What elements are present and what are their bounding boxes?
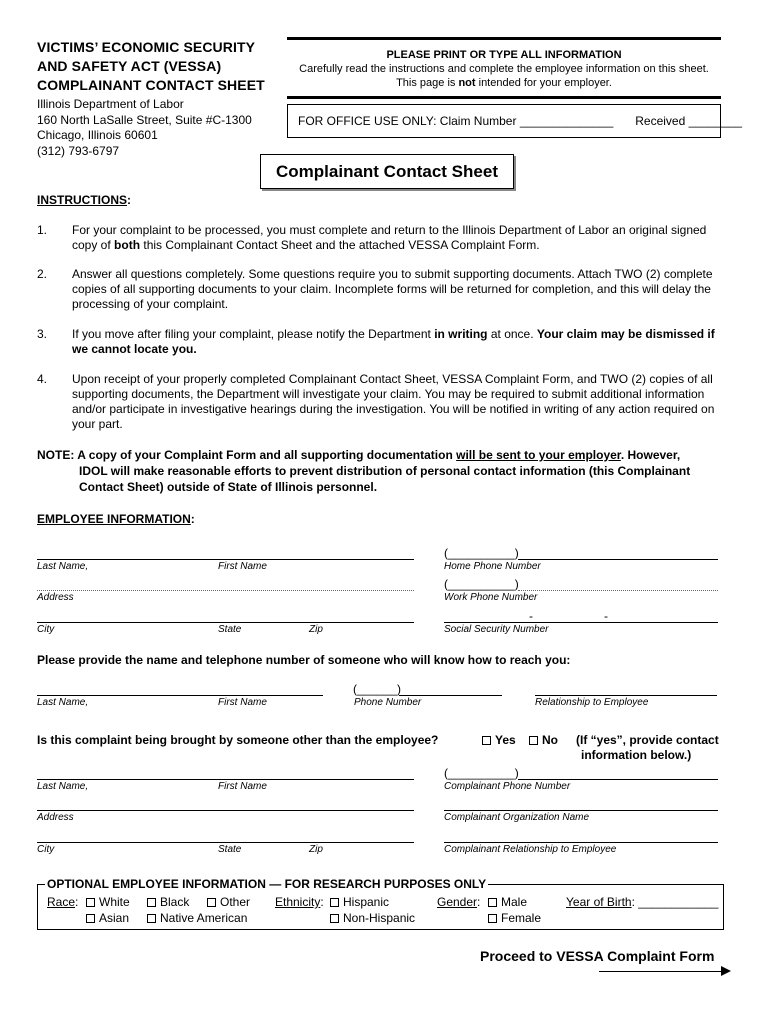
race-white-checkbox[interactable] [86, 898, 95, 907]
state-label: State [218, 624, 242, 635]
gender-female-checkbox[interactable] [488, 914, 497, 923]
complainant-relationship-line[interactable] [444, 842, 718, 843]
yes-checkbox[interactable] [482, 736, 491, 745]
employee-city-line[interactable] [37, 622, 414, 623]
instruction-4: 4. Upon receipt of your properly completed Complainant Contact Sheet, VESSA Complaint Form, and TWO (2) copies of all supporting documents, the Department will investigate your claim. You may be required to submit additional information and/or participate in investigative hearings during the investigation. You will be notified in writing of any action required on your part. [37, 372, 715, 431]
ethnicity-non-hispanic-option[interactable]: Non-Hispanic [330, 911, 415, 925]
contact-phone-label: Phone Number [354, 697, 422, 708]
employee-name-line[interactable] [37, 559, 414, 560]
contact-last-name-label: Last Name, [37, 697, 89, 708]
complainant-org-line[interactable] [444, 810, 718, 811]
home-phone-area: (__________) [444, 546, 519, 560]
ssn-dash-2: - [604, 609, 608, 623]
race-black-checkbox[interactable] [147, 898, 156, 907]
claim-number-field[interactable]: FOR OFFICE USE ONLY: Claim Number ______________ [298, 114, 614, 128]
home-phone-label: Home Phone Number [444, 561, 541, 572]
race-native-american-option[interactable]: Native American [147, 911, 247, 925]
last-name-label: Last Name, [37, 561, 89, 572]
complainant-city-label: City [37, 844, 55, 855]
yes-option[interactable]: Yes [482, 733, 516, 747]
contact-name-line[interactable] [37, 695, 323, 696]
agency-name: Illinois Department of Labor [37, 97, 184, 111]
race-asian-option[interactable]: Asian [86, 911, 129, 925]
if-yes-note-1: (If “yes”, provide contact [576, 733, 719, 747]
complainant-first-name-label: First Name [218, 781, 267, 792]
address-label: Address [37, 592, 74, 603]
contact-phone-line[interactable] [399, 695, 502, 696]
if-yes-note-2: information below.) [581, 748, 692, 762]
contact-relationship-line[interactable] [535, 695, 717, 696]
form-title-line-3: COMPLAINANT CONTACT SHEET [37, 77, 265, 93]
ssn-label: Social Security Number [444, 624, 549, 635]
agency-street: 160 North LaSalle Street, Suite #C-1300 [37, 112, 252, 127]
proceed-arrow-line [599, 971, 723, 972]
race-other-option[interactable]: Other [207, 895, 250, 909]
work-phone-area: (__________) [444, 577, 519, 591]
print-heading: PLEASE PRINT OR TYPE ALL INFORMATION [386, 49, 622, 61]
complainant-phone-label: Complainant Phone Number [444, 781, 571, 792]
first-name-label: First Name [218, 561, 267, 572]
header-block [37, 38, 282, 159]
complainant-org-label: Complainant Organization Name [444, 812, 590, 823]
print-instructions-box [287, 37, 721, 99]
other-party-question: Is this complaint being brought by someone other than the employee? [37, 733, 439, 747]
ssn-dash-1: - [529, 609, 533, 623]
race-label: Race: [47, 895, 79, 909]
year-of-birth-field[interactable]: Year of Birth: ____________ [566, 895, 719, 909]
complainant-address-line[interactable] [37, 810, 414, 811]
employee-address-line[interactable] [37, 590, 414, 591]
city-label: City [37, 624, 55, 635]
ethnicity-hispanic-checkbox[interactable] [330, 898, 339, 907]
sheet-title: Complainant Contact Sheet [260, 154, 514, 189]
year-of-birth-label: Year of Birth [566, 895, 632, 909]
work-phone-label: Work Phone Number [444, 592, 538, 603]
home-phone-line[interactable] [518, 559, 718, 560]
instruction-2: 2. Answer all questions completely. Some questions require you to submit supporting documents. Attach TWO (2) complete copies of all supporting documents to your claim. Incomplete forms will be returned for completion, and this will delay the processing of your complaint. [37, 267, 713, 311]
race-white-option[interactable]: White [86, 895, 130, 909]
instruction-1: 1. For your complaint to be processed, you must complete and return to the Illinois Department of Labor an original signed copy of both this Complainant Contact Sheet and the attached VESSA Complaint Form. [37, 223, 707, 252]
optional-info-title: OPTIONAL EMPLOYEE INFORMATION — FOR RESEARCH PURPOSES ONLY [47, 877, 487, 891]
employee-info-heading: EMPLOYEE INFORMATION: [37, 512, 195, 526]
contact-person-question: Please provide the name and telephone number of someone who will know how to reach you: [37, 653, 571, 667]
agency-phone: (312) 793-6797 [37, 143, 120, 158]
ethnicity-non-hispanic-checkbox[interactable] [330, 914, 339, 923]
contact-phone-area: (______) [353, 682, 402, 696]
instructions-heading: INSTRUCTIONS: [37, 193, 131, 207]
ethnicity-label: Ethnicity: [275, 895, 324, 909]
instruction-3: 3. If you move after filing your complaint, please notify the Department in writing at once. Your claim may be dismissed if we cannot locate you. [37, 327, 715, 356]
no-option[interactable]: No [529, 733, 558, 747]
race-native-american-checkbox[interactable] [147, 914, 156, 923]
complainant-phone-area: (__________) [444, 766, 519, 780]
gender-female-option[interactable]: Female [488, 911, 541, 925]
work-phone-line[interactable] [518, 590, 718, 591]
complainant-city-line[interactable] [37, 842, 414, 843]
agency-city: Chicago, Illinois 60601 [37, 128, 158, 142]
no-checkbox[interactable] [529, 736, 538, 745]
race-black-option[interactable]: Black [147, 895, 189, 909]
gender-male-option[interactable]: Male [488, 895, 527, 909]
gender-male-checkbox[interactable] [488, 898, 497, 907]
complainant-address-label: Address [37, 812, 74, 823]
contact-first-name-label: First Name [218, 697, 267, 708]
race-asian-checkbox[interactable] [86, 914, 95, 923]
race-other-checkbox[interactable] [207, 898, 216, 907]
contact-relationship-label: Relationship to Employee [535, 697, 649, 708]
proceed-link[interactable]: Proceed to VESSA Complaint Form [480, 948, 715, 964]
office-use-box [287, 104, 743, 138]
arrow-right-icon [721, 966, 731, 976]
form-title-line-1: VICTIMS’ ECONOMIC SECURITY [37, 39, 256, 55]
complainant-state-label: State [218, 844, 242, 855]
form-title-line-2: AND SAFETY ACT (VESSA) [37, 58, 222, 74]
employer-note: NOTE: A copy of your Complaint Form and all supporting documentation will be sent to your employer. However, IDOL will make reasonable efforts to prevent distribution of personal contact information (this Complainant Contact Sheet) outside of State of Illinois personnel. [37, 448, 691, 494]
complainant-phone-line[interactable] [518, 779, 718, 780]
zip-label: Zip [309, 624, 323, 635]
ethnicity-hispanic-option[interactable]: Hispanic [330, 895, 389, 909]
complainant-relationship-label: Complainant Relationship to Employee [444, 844, 617, 855]
print-employer-note: This page is not intended for your employer. [396, 77, 612, 89]
gender-label: Gender: [437, 895, 481, 909]
optional-info-box [37, 877, 724, 930]
complainant-name-line[interactable] [37, 779, 414, 780]
ssn-line[interactable] [444, 622, 718, 623]
complainant-zip-label: Zip [309, 844, 323, 855]
complainant-last-name-label: Last Name, [37, 781, 89, 792]
received-field[interactable]: Received ________ [635, 114, 743, 128]
print-subtext: Carefully read the instructions and complete the employee information on this sheet. [299, 63, 709, 75]
